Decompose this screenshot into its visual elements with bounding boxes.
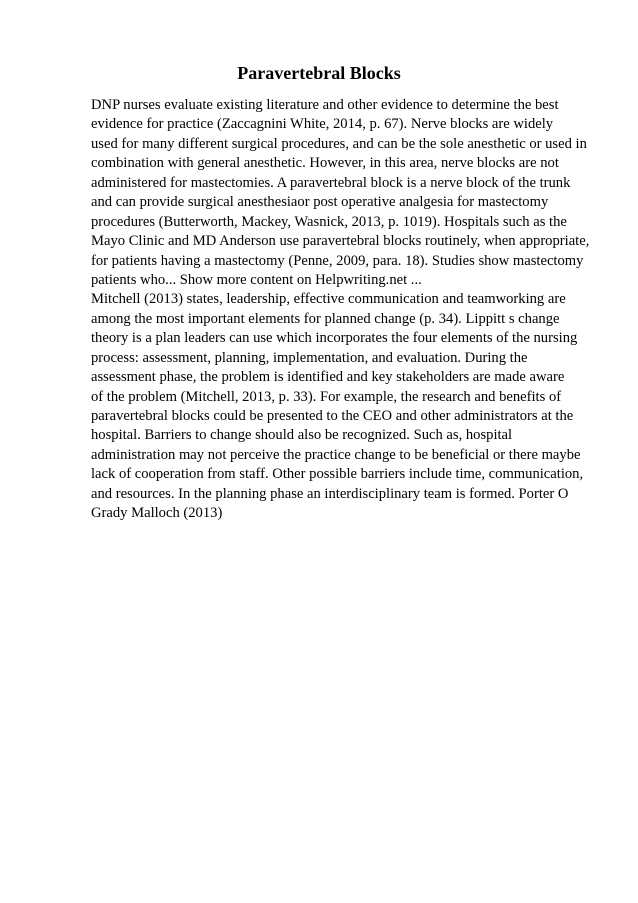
text-line: used for many different surgical procedures, and can be the sole anesthetic or used in <box>91 135 587 152</box>
text-line: patients who... Show more content on Helpwriting.net ... <box>91 271 422 288</box>
text-line: theory is a plan leaders can use which incorporates the four elements of the nursing <box>91 330 578 347</box>
text-line: procedures (Butterworth, Mackey, Wasnick, 2013, p. 1019). Hospitals such as the <box>91 213 567 230</box>
text-line: and can provide surgical anesthesiaor post operative analgesia for mastectomy <box>91 194 549 211</box>
text-line: evidence for practice (Zaccagnini White, 2014, p. 67). Nerve blocks are widely <box>91 116 554 133</box>
text-line: hospital. Barriers to change should also be recognized. Such as, hospital <box>91 427 513 444</box>
text-line: paravertebral blocks could be presented to the CEO and other administrators at the <box>91 408 574 424</box>
text-line: of the problem (Mitchell, 2013, p. 33). For example, the research and benefits of <box>91 388 562 405</box>
text-line: assessment phase, the problem is identified and key stakeholders are made aware <box>91 369 565 386</box>
text-line: Mayo Clinic and MD Anderson use paravertebral blocks routinely, when appropriate, <box>91 233 590 250</box>
text-line: for patients having a mastectomy (Penne, 2009, para. 18). Studies show mastectomy <box>91 252 584 269</box>
text-line: among the most important elements for planned change (p. 34). Lippitt s change <box>91 310 560 327</box>
body-text <box>91 96 611 524</box>
text-line: administration may not perceive the practice change to be beneficial or there maybe <box>91 446 581 463</box>
text-line: and resources. In the planning phase an interdisciplinary team is formed. Porter O <box>91 485 569 502</box>
text-line: Mitchell (2013) states, leadership, effective communication and teamworking are <box>91 291 566 308</box>
page-title: Paravertebral Blocks <box>237 63 401 83</box>
text-line: Grady Malloch (2013) <box>91 505 223 522</box>
text-line: combination with general anesthetic. However, in this area, nerve blocks are not <box>91 155 559 172</box>
text-line: lack of cooperation from staff. Other possible barriers include time, communication, <box>91 466 584 483</box>
text-line: DNP nurses evaluate existing literature and other evidence to determine the best <box>91 97 559 113</box>
text-line: administered for mastectomies. A paravertebral block is a nerve block of the trunk <box>91 174 571 191</box>
text-line: process: assessment, planning, implementation, and evaluation. During the <box>91 349 528 366</box>
